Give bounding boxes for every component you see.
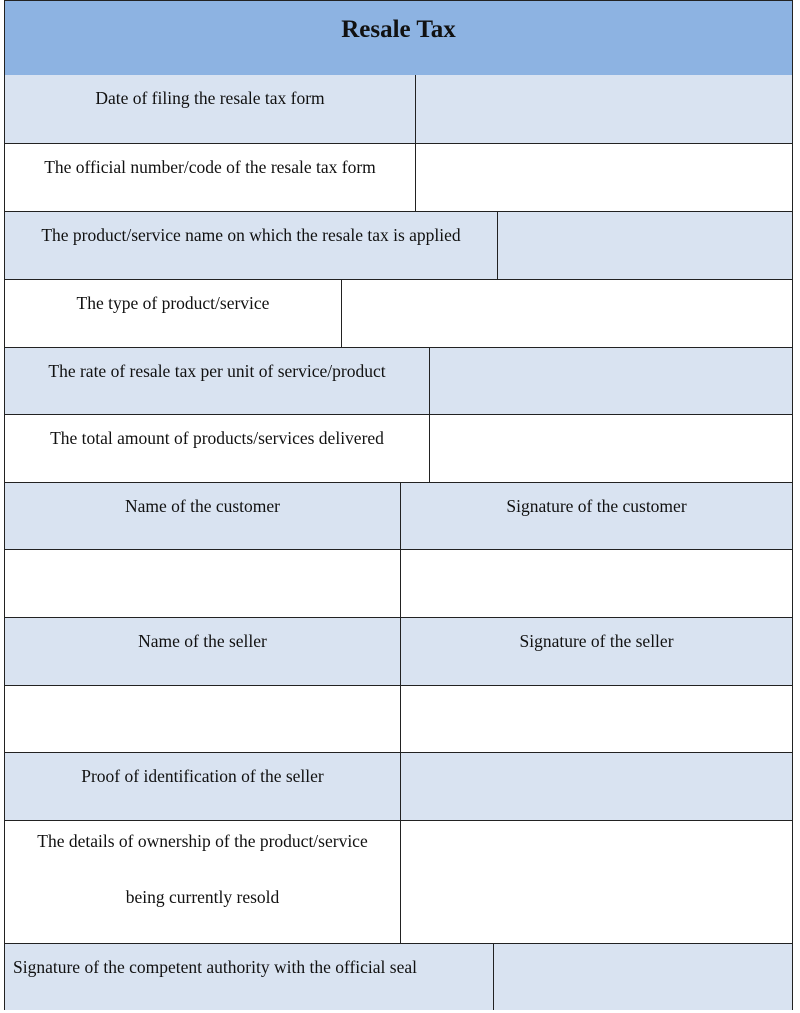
authority-signature-field[interactable] xyxy=(493,944,792,1010)
form-title: Resale Tax xyxy=(341,16,456,43)
seller-signature-label: Signature of the seller xyxy=(400,618,792,685)
seller-id-proof-label: Proof of identification of the seller xyxy=(5,753,400,820)
row-total-amount xyxy=(5,415,792,483)
total-amount-field[interactable] xyxy=(429,415,792,482)
row-seller-headers xyxy=(5,618,792,686)
official-code-label: The official number/code of the resale tax form xyxy=(44,157,376,177)
row-ownership-details xyxy=(5,821,792,944)
row-product-type xyxy=(5,280,792,348)
product-name-field[interactable] xyxy=(497,212,792,279)
customer-name-label: Name of the customer xyxy=(5,483,400,549)
row-authority-signature xyxy=(5,944,792,1010)
seller-signature-field[interactable] xyxy=(400,686,792,752)
row-tax-rate xyxy=(5,348,792,415)
tax-rate-label: The rate of resale tax per unit of service/product xyxy=(5,348,429,414)
resale-tax-form xyxy=(4,0,793,1010)
product-type-label: The type of product/service xyxy=(76,293,270,313)
row-customer-fields xyxy=(5,550,792,618)
customer-name-field[interactable] xyxy=(5,550,400,617)
seller-name-label: Name of the seller xyxy=(5,618,400,685)
seller-name-field[interactable] xyxy=(5,686,400,752)
total-amount-label: The total amount of products/services delivered xyxy=(50,428,384,448)
row-official-code xyxy=(5,144,792,212)
ownership-line-1: The details of ownership of the product/service xyxy=(37,831,368,851)
row-customer-headers xyxy=(5,483,792,550)
ownership-details-field[interactable] xyxy=(400,821,792,943)
row-seller-id-proof xyxy=(5,753,792,821)
ownership-line-2: being currently resold xyxy=(125,887,280,907)
authority-signature-label: Signature of the competent authority with the official seal xyxy=(5,944,493,1010)
ownership-details-label xyxy=(5,821,400,943)
product-type-field[interactable] xyxy=(341,280,792,347)
customer-signature-label: Signature of the customer xyxy=(400,483,792,549)
tax-rate-field[interactable] xyxy=(429,348,792,414)
date-filing-field[interactable] xyxy=(415,75,792,143)
form-header xyxy=(5,1,792,76)
customer-signature-field[interactable] xyxy=(400,550,792,617)
row-seller-fields xyxy=(5,686,792,753)
product-name-label: The product/service name on which the resale tax is applied xyxy=(5,212,497,279)
row-date-filing xyxy=(5,75,792,144)
official-code-field[interactable] xyxy=(415,144,792,211)
date-filing-label: Date of filing the resale tax form xyxy=(5,75,415,143)
row-product-name xyxy=(5,212,792,280)
seller-id-proof-field[interactable] xyxy=(400,753,792,820)
